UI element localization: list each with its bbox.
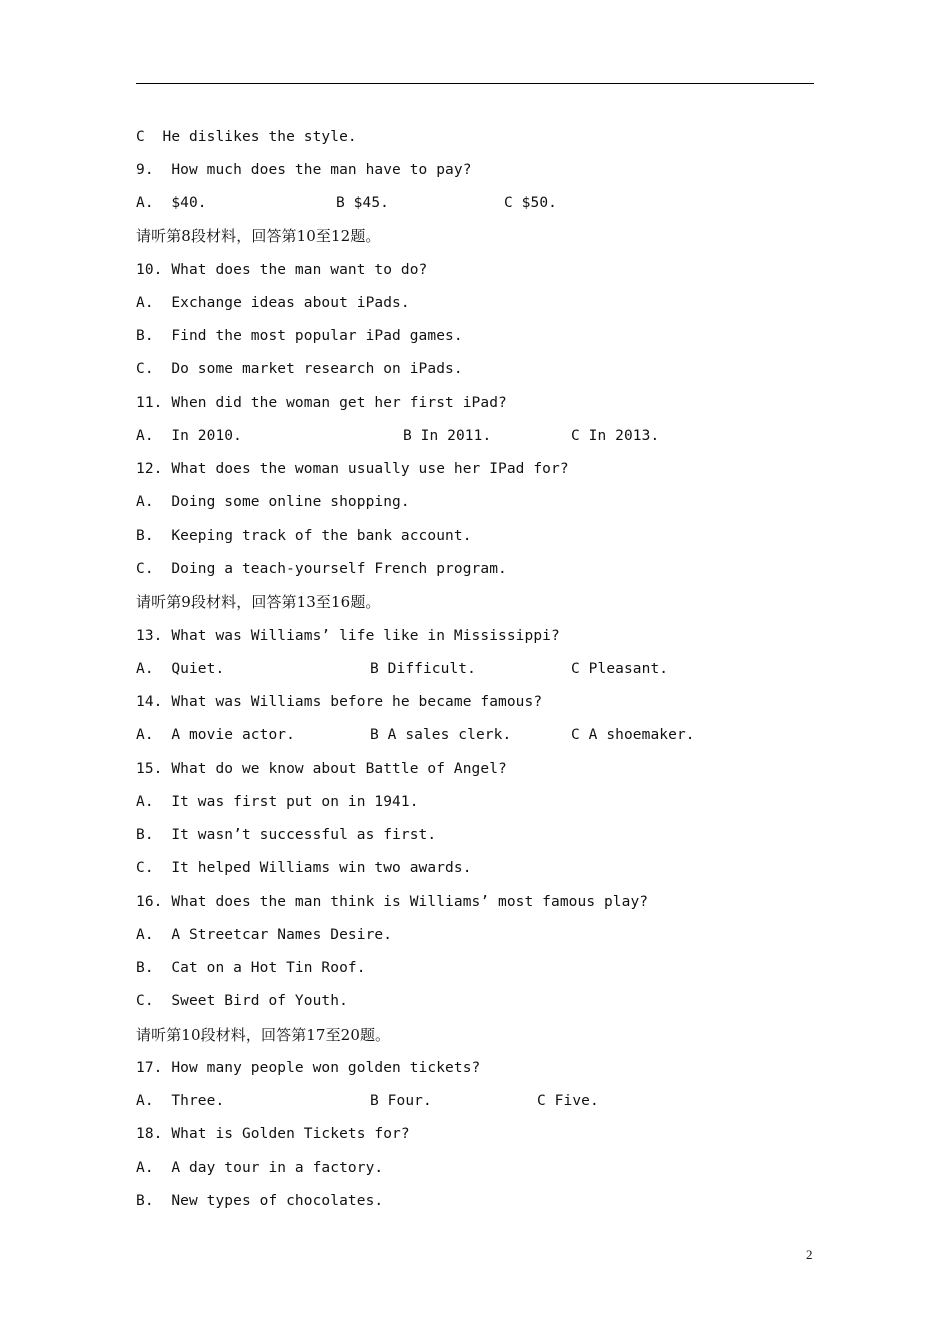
option-b: B. It wasn’t successful as first. (136, 827, 437, 843)
question-17: 17. How many people won golden tickets? (136, 1060, 481, 1076)
question-18: 18. What is Golden Tickets for? (136, 1126, 410, 1142)
option-a: A. A Streetcar Names Desire. (136, 927, 393, 943)
option-c: C In 2013. (571, 428, 660, 444)
option-b: B $45. (336, 195, 389, 211)
options-row-q11 (136, 425, 660, 447)
section-heading-8: 请听第8段材料，回答第10至12题。 (136, 227, 381, 245)
section-heading-10: 请听第10段材料，回答第17至20题。 (136, 1026, 391, 1044)
option-b: B. Cat on a Hot Tin Roof. (136, 960, 366, 976)
section-heading-9: 请听第9段材料，回答第13至16题。 (136, 593, 381, 611)
option-a: A. A day tour in a factory. (136, 1160, 384, 1176)
option-c: C. Do some market research on iPads. (136, 361, 463, 377)
options-row-q14 (136, 724, 695, 746)
option-a: A. Quiet. (136, 661, 225, 677)
question-9: 9. How much does the man have to pay? (136, 162, 472, 178)
option-a: A. It was first put on in 1941. (136, 794, 419, 810)
question-10: 10. What does the man want to do? (136, 262, 428, 278)
option-b: B. Keeping track of the bank account. (136, 528, 472, 544)
option-a: A. Exchange ideas about iPads. (136, 295, 410, 311)
question-14: 14. What was Williams before he became famous? (136, 694, 543, 710)
option-a: A. Three. (136, 1093, 225, 1109)
page-number: 2 (806, 1247, 813, 1262)
options-row-q13 (136, 658, 669, 680)
option-c: C. Doing a teach-yourself French program. (136, 561, 507, 577)
option-b: B In 2011. (403, 428, 492, 444)
option-a: A. In 2010. (136, 428, 242, 444)
question-15: 15. What do we know about Battle of Angel? (136, 761, 507, 777)
option-b: B. Find the most popular iPad games. (136, 328, 463, 344)
option-c: C Five. (537, 1093, 599, 1109)
option-c-line: C He dislikes the style. (136, 129, 357, 145)
option-a: A. $40. (136, 195, 207, 211)
option-c: C. Sweet Bird of Youth. (136, 993, 348, 1009)
options-row-q9 (136, 192, 557, 214)
question-13: 13. What was Williams’ life like in Mississippi? (136, 628, 560, 644)
option-b: B A sales clerk. (370, 727, 512, 743)
header-rule (136, 83, 814, 84)
question-11: 11. When did the woman get her first iPad? (136, 395, 507, 411)
option-b: B Difficult. (370, 661, 476, 677)
option-c: C Pleasant. (571, 661, 669, 677)
option-c: C $50. (504, 195, 557, 211)
option-a: A. A movie actor. (136, 727, 295, 743)
option-b: B. New types of chocolates. (136, 1193, 384, 1209)
question-12: 12. What does the woman usually use her IPad for? (136, 461, 569, 477)
option-a: A. Doing some online shopping. (136, 494, 410, 510)
option-b: B Four. (370, 1093, 432, 1109)
question-16: 16. What does the man think is Williams’ most famous play? (136, 894, 649, 910)
option-c: C. It helped Williams win two awards. (136, 860, 472, 876)
options-row-q17 (136, 1090, 599, 1112)
option-c: C A shoemaker. (571, 727, 695, 743)
